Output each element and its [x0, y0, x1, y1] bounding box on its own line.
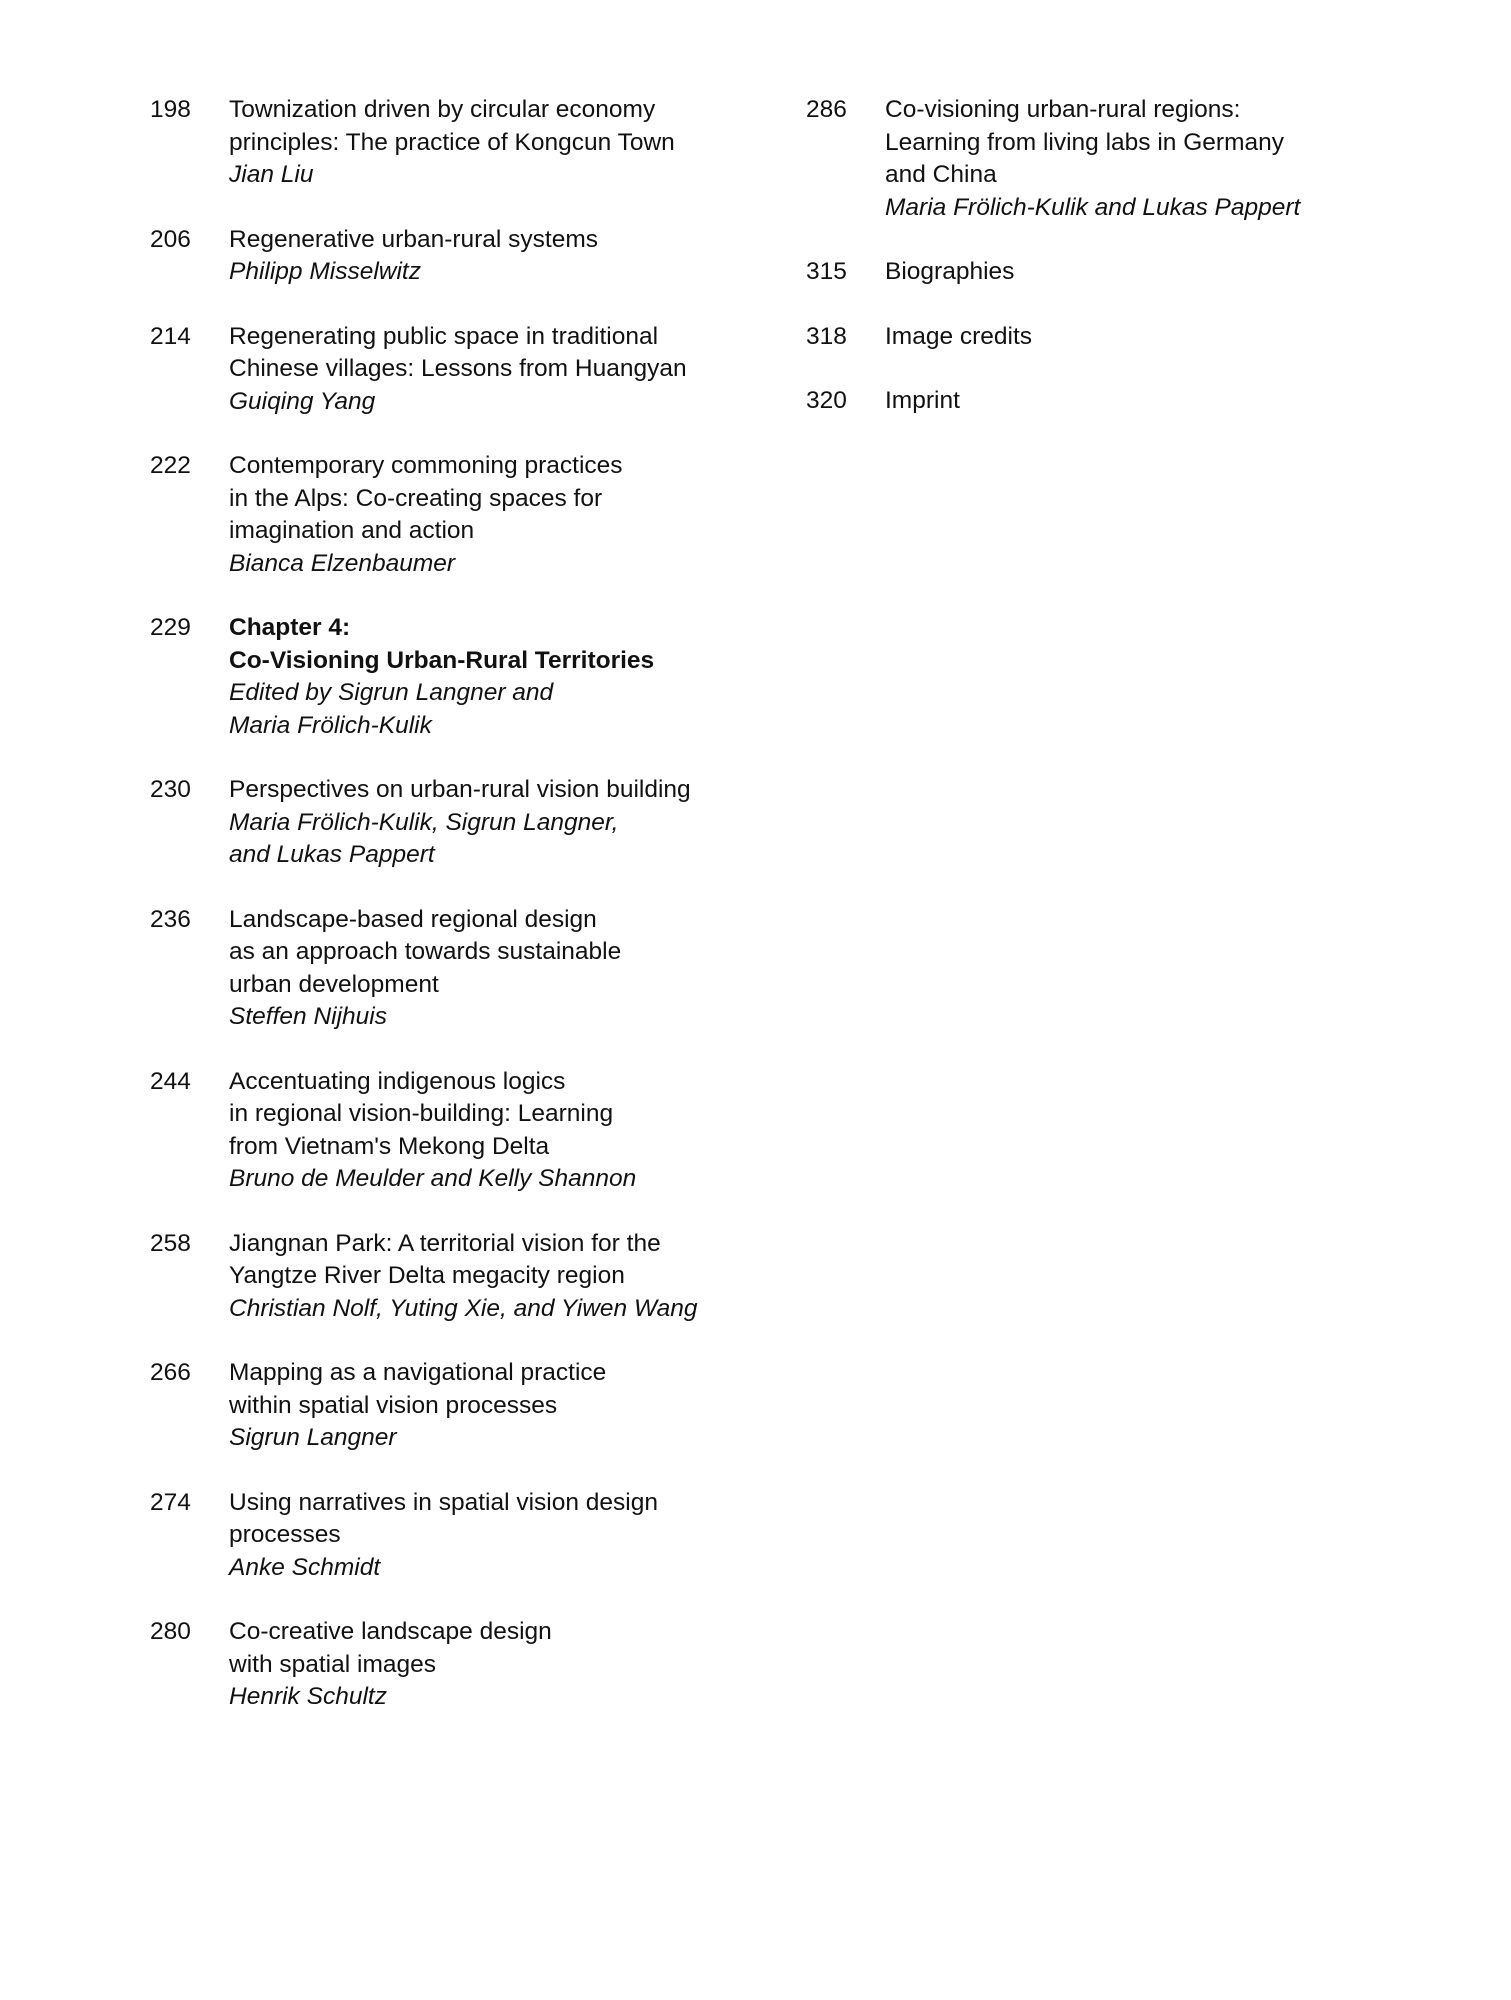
toc-page-number: 230 [150, 776, 191, 803]
toc-entry-author: Maria Frölich-Kulik, Sigrun Langner, [229, 808, 619, 836]
toc-entry[interactable] [806, 321, 1366, 354]
toc-page-number: 274 [150, 1488, 191, 1516]
toc-entry-title: urban development [229, 970, 439, 998]
toc-entry-body [885, 256, 1366, 289]
toc-entry-title: Learning from living labs in Germany [885, 128, 1284, 156]
toc-entry[interactable] [150, 224, 740, 289]
toc-entry-title: Contemporary commoning practices [229, 452, 623, 479]
toc-entry-author: Henrik Schultz [229, 1683, 387, 1710]
toc-entry-body [885, 385, 1366, 418]
toc-entry-author: Anke Schmidt [229, 1553, 381, 1581]
toc-entry-author: Steffen Nijhuis [229, 1003, 387, 1030]
toc-entry-title: Townization driven by circular economy [229, 96, 656, 123]
toc-entry[interactable] [806, 94, 1366, 224]
toc-entry[interactable] [806, 385, 1366, 418]
toc-entry-title: Yangtze River Delta megacity region [229, 1262, 625, 1289]
toc-entry-author: Bianca Elzenbaumer [229, 549, 456, 577]
toc-entry[interactable] [150, 612, 740, 742]
toc-entry-title: Imprint [885, 387, 960, 414]
chapter-heading: Chapter 4: [229, 614, 351, 641]
toc-entry-author: Jian Liu [229, 161, 314, 188]
toc-entry-title: Regenerative urban-rural systems [229, 225, 599, 253]
toc-entry-title: Regenerating public space in traditional [229, 322, 659, 350]
toc-entry-body [229, 1066, 740, 1196]
toc-entry-body [885, 321, 1366, 354]
toc-page-number: 206 [150, 225, 191, 253]
toc-entry-title: as an approach towards sustainable [229, 938, 622, 965]
toc-entry-author: Guiqing Yang [229, 387, 376, 415]
toc-entry-body [229, 774, 740, 872]
toc-page-number: 198 [150, 96, 191, 123]
toc-entry-title: principles: The practice of Kongcun Town [229, 128, 675, 156]
toc-entry-title: with spatial images [229, 1650, 436, 1678]
toc-page-number: 214 [150, 322, 191, 350]
toc-entry-author: Sigrun Langner [229, 1424, 397, 1451]
toc-entry-title: Jiangnan Park: A territorial vision for the [229, 1229, 661, 1257]
toc-entry-title: in regional vision-building: Learning [229, 1100, 614, 1127]
chapter-heading: Co-Visioning Urban-Rural Territories [229, 646, 655, 674]
toc-left-column [150, 94, 740, 1746]
toc-entry-title: Mapping as a navigational practice [229, 1359, 607, 1386]
toc-entry[interactable] [150, 1066, 740, 1196]
toc-entry-body [229, 450, 740, 580]
toc-entry-title: Using narratives in spatial vision design [229, 1488, 658, 1516]
toc-entry-body [229, 904, 740, 1034]
toc-entry-author: Bruno de Meulder and Kelly Shannon [229, 1165, 637, 1192]
toc-entry-title: Biographies [885, 258, 1015, 285]
toc-entry-body [229, 1487, 740, 1585]
toc-page-number: 236 [150, 905, 191, 933]
toc-page-number: 320 [806, 387, 847, 414]
toc-entry-author: Maria Frölich-Kulik [229, 711, 432, 739]
toc-entry[interactable] [150, 904, 740, 1034]
toc-entry-body [229, 94, 740, 192]
toc-entry[interactable] [150, 1228, 740, 1326]
toc-entry[interactable] [150, 1616, 740, 1714]
toc-entry[interactable] [806, 256, 1366, 289]
toc-entry-title: within spatial vision processes [229, 1391, 558, 1419]
toc-right-column [806, 94, 1366, 450]
toc-entry-title: Image credits [885, 322, 1033, 350]
toc-page-number: 244 [150, 1067, 191, 1095]
toc-entry-author: Maria Frölich-Kulik and Lukas Pappert [885, 193, 1301, 221]
toc-entry-author: and Lukas Pappert [229, 841, 435, 868]
toc-entry-author: Philipp Misselwitz [229, 258, 421, 285]
toc-entry-body [229, 1228, 740, 1326]
toc-entry[interactable] [150, 450, 740, 580]
toc-page-number: 318 [806, 322, 847, 350]
toc-entry-body [229, 612, 740, 742]
toc-entry[interactable] [150, 321, 740, 419]
toc-entry-title: Landscape-based regional design [229, 905, 597, 933]
toc-page-number: 229 [150, 614, 191, 641]
toc-entry-title: imagination and action [229, 517, 475, 544]
toc-entry-body [229, 1616, 740, 1714]
toc-entry-title: Co-visioning urban-rural regions: [885, 96, 1241, 123]
toc-entry-author: Christian Nolf, Yuting Xie, and Yiwen Wang [229, 1294, 698, 1322]
toc-entry-title: processes [229, 1521, 341, 1548]
toc-entry-title: Accentuating indigenous logics [229, 1067, 566, 1095]
toc-entry-title: Co-creative landscape design [229, 1618, 552, 1645]
toc-entry-title: Perspectives on urban-rural vision building [229, 776, 691, 803]
toc-entry-title: from Vietnam's Mekong Delta [229, 1132, 550, 1160]
toc-entry-title: Chinese villages: Lessons from Huangyan [229, 355, 687, 382]
toc-entry-body [229, 1357, 740, 1455]
toc-page-number: 286 [806, 96, 847, 123]
toc-entry[interactable] [150, 94, 740, 192]
toc-page-number: 222 [150, 452, 191, 479]
toc-entry[interactable] [150, 1487, 740, 1585]
toc-page-number: 280 [150, 1618, 191, 1645]
toc-entry-body [229, 321, 740, 419]
toc-entry-body [885, 94, 1366, 224]
toc-entry-author: Edited by Sigrun Langner and [229, 679, 554, 706]
toc-entry-title: in the Alps: Co-creating spaces for [229, 484, 603, 512]
toc-page-number: 315 [806, 258, 847, 285]
toc-entry[interactable] [150, 774, 740, 872]
toc-entry-title: and China [885, 161, 997, 188]
toc-page-number: 266 [150, 1359, 191, 1386]
toc-page-number: 258 [150, 1229, 191, 1257]
toc-entry[interactable] [150, 1357, 740, 1455]
toc-entry-body [229, 224, 740, 289]
